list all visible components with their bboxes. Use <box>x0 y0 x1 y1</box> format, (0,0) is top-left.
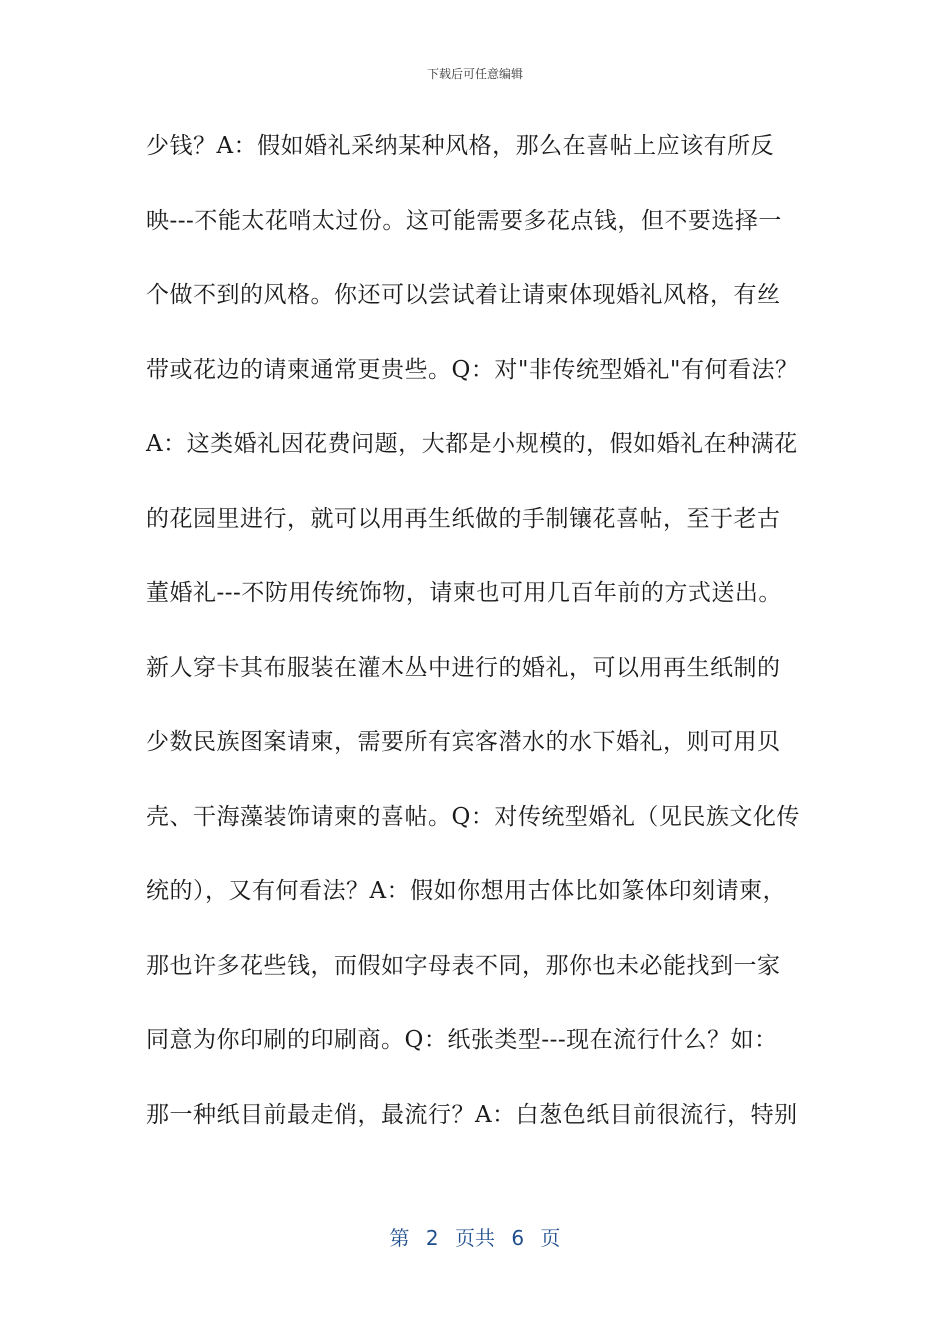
body-line: 新人穿卡其布服装在灌木丛中进行的婚礼，可以用再生纸制的 <box>146 654 781 681</box>
body-line: 壳、干海藻装饰请柬的喜帖。Q：对传统型婚礼（见民族文化传 <box>146 803 800 830</box>
body-line: 董婚礼---不防用传统饰物，请柬也可用几百年前的方式送出。 <box>146 580 782 606</box>
body-line: 同意为你印刷的印刷商。Q：纸张类型---现在流行什么？如： <box>146 1027 778 1053</box>
body-line: 少钱？A：假如婚礼采纳某种风格，那么在喜帖上应该有所反 <box>146 133 775 159</box>
document-body <box>146 122 826 1165</box>
body-line: 带或花边的请柬通常更贵些。Q：对"非传统型婚礼"有何看法？ <box>146 356 799 383</box>
body-line: 那一种纸目前最走俏，最流行？A：白葱色纸目前很流行，特别 <box>146 1101 798 1128</box>
body-line: A：这类婚礼因花费问题，大都是小规模的，假如婚礼在种满花 <box>146 431 798 457</box>
page-number-footer: 第 2 页共 6 页 <box>389 1226 561 1250</box>
body-line: 映---不能太花哨太过份。这可能需要多花点钱，但不要选择一 <box>146 207 782 234</box>
body-line: 少数民族图案请柬，需要所有宾客潜水的水下婚礼，则可用贝 <box>146 729 781 755</box>
body-line: 那也许多花些钱，而假如字母表不同，那你也未必能找到一家 <box>146 952 781 979</box>
body-line: 个做不到的风格。你还可以尝试着让请柬体现婚礼风格，有丝 <box>146 282 781 308</box>
page-header: 下载后可任意编辑 <box>426 67 523 81</box>
body-line: 统的），又有何看法？A：假如你想用古体比如篆体印刻请柬， <box>146 878 787 904</box>
body-line: 的花园里进行，就可以用再生纸做的手制镶花喜帖，至于老古 <box>146 505 781 532</box>
